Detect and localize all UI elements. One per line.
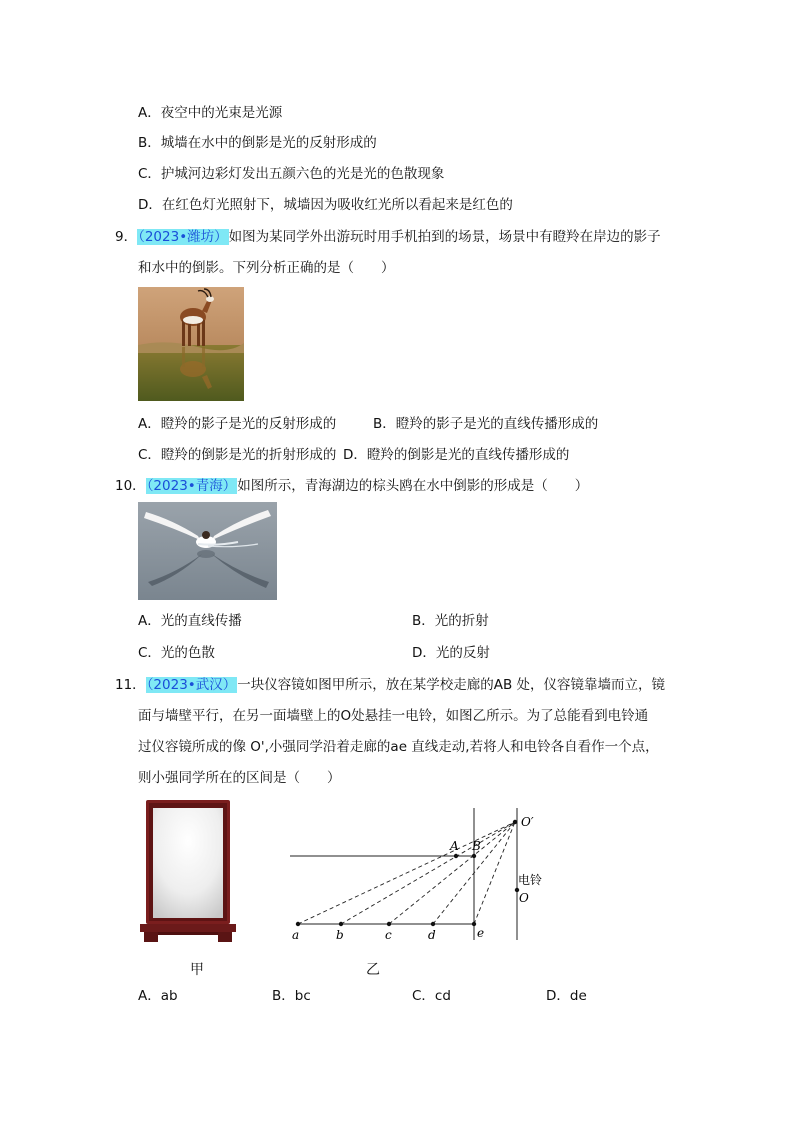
gull-photo [138,502,277,600]
q11-stem-line2: 面与墙壁平行，在另一面墙壁上的O处悬挂一电铃，如图乙所示。为了总能看到电铃通 [138,708,649,724]
q9-option-a: A．瞪羚的影子是光的反射形成的 [138,416,337,432]
q10-option-c: C．光的色散 [138,645,215,661]
ray-e [474,822,515,924]
q9-option-d: D．瞪羚的倒影是光的直线传播形成的 [343,447,570,463]
label-e: e [477,926,485,940]
q9-stem-line1 [115,227,661,247]
q11-option-c: C．cd [412,988,451,1004]
q8-option-c: C．护城河边彩灯发出五颜六色的光是光的色散现象 [138,166,445,182]
q9-option-c: C．瞪羚的倒影是光的折射形成的 [138,447,337,463]
point-a [296,922,300,926]
question-number: 9． [115,229,138,245]
point-c [387,922,391,926]
label-bell: 电铃 [518,873,543,887]
label-O: O [519,891,529,905]
gazelle-photo [138,287,244,401]
question-text: 如图所示，青海湖边的棕头鸥在水中倒影的形成是（ ） [237,478,589,494]
label-B: B [472,839,481,853]
question-number: 10． [115,478,146,494]
q11-stem-line4: 则小强同学所在的区间是（ ） [138,770,341,786]
source-tag: （2023•青海） [146,478,237,494]
q10-option-d: D．光的反射 [412,645,490,661]
point-B [472,854,476,858]
q10-option-a: A．光的直线传播 [138,613,242,629]
label-O-prime: O′ [521,815,534,829]
q11-stem-line3: 过仪容镜所成的像 O',小强同学沿着走廊的ae 直线走动,若将人和电铃各自看作一个点， [138,739,659,755]
ray-c [389,822,515,924]
source-tag: （2023•潍坊） [138,229,228,245]
label-c: c [385,928,392,942]
point-d [431,922,435,926]
label-d: d [428,928,436,942]
question-text: 如图为某同学外出游玩时用手机拍到的场景，场景中有瞪羚在岸边的影子 [228,229,661,245]
q11-stem-line1 [115,675,665,695]
point-e [472,922,476,926]
point-O-prime [513,820,517,824]
q11-option-b: B．bc [272,988,311,1004]
label-A: A [450,839,459,853]
question-text: 一块仪容镜如图甲所示，放在某学校走廊的AB 处，仪容镜靠墙而立，镜 [237,677,666,693]
dressing-mirror-figure [140,800,236,944]
ray-b [341,822,515,924]
q10-stem-line1 [115,476,588,496]
q11-option-a: A．ab [138,988,178,1004]
point-b [339,922,343,926]
q8-option-d: D．在红色灯光照射下，城墙因为吸收红光所以看起来是红色的 [138,197,513,213]
figure-caption-yi: 乙 [366,962,380,978]
point-A [454,854,458,858]
question-number: 11． [115,677,146,693]
q9-stem-line2: 和水中的倒影。下列分析正确的是（ ） [138,260,395,276]
ray-diagram-figure [286,806,546,956]
q9-option-b: B．瞪羚的影子是光的直线传播形成的 [373,416,599,432]
ray-a [298,822,515,924]
q10-option-b: B．光的折射 [412,613,489,629]
q8-option-b: B．城墙在水中的倒影是光的反射形成的 [138,135,377,151]
label-a: a [292,928,300,942]
q8-option-a: A．夜空中的光束是光源 [138,105,283,121]
label-b: b [336,928,344,942]
source-tag: （2023•武汉） [146,677,237,693]
q11-option-d: D．de [546,988,587,1004]
figure-caption-jia: 甲 [190,962,204,978]
